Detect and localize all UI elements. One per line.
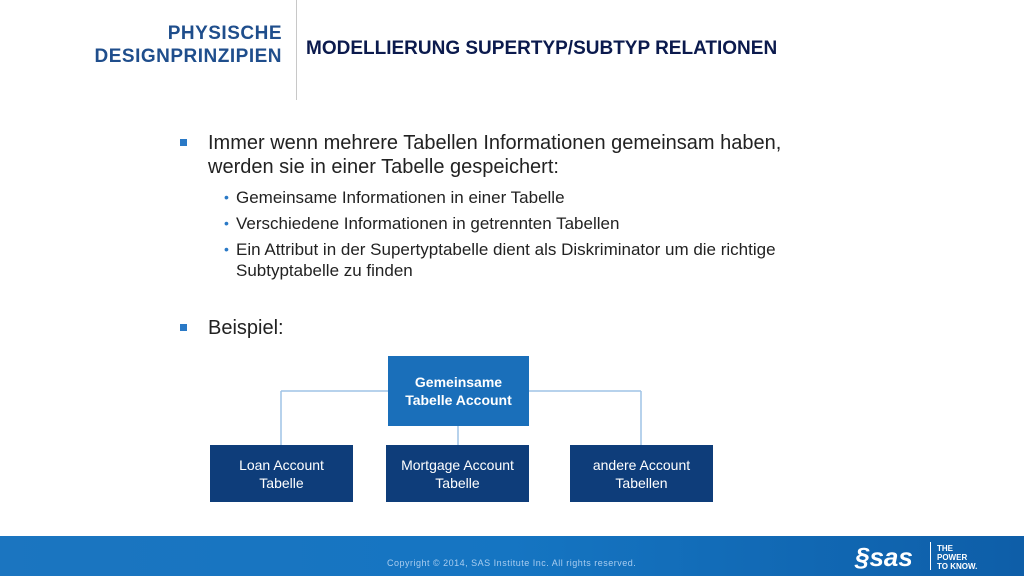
box-label: Tabelle Account: [405, 392, 512, 408]
footer-bar: [0, 536, 1024, 576]
section-title-line1: PHYSISCHE: [167, 23, 282, 44]
box-label: Tabelle: [435, 474, 480, 491]
header-divider: [296, 0, 297, 100]
box-label: andere Account: [592, 456, 691, 473]
box-label: Tabelle: [259, 474, 304, 491]
box-label: Tabellen: [615, 474, 668, 491]
dot-bullet-icon: •: [224, 241, 229, 257]
tagline: [937, 544, 977, 571]
subtype-table-box-other: [570, 445, 713, 502]
supertype-table-box: [388, 356, 529, 426]
bullet-item: [180, 316, 820, 340]
subtype-table-box-mortgage: [386, 445, 529, 502]
tagline-line: POWER: [937, 553, 968, 562]
copyright-text: Copyright © 2014, SAS Institute Inc. All rights reserved.: [387, 558, 637, 568]
bullet-text: Beispiel:: [208, 317, 284, 339]
sub-bullet-item: [208, 213, 820, 234]
section-title-line2: DESIGNPRINZIPIEN: [94, 46, 282, 67]
sub-bullet-item: [208, 187, 820, 208]
bullet-text: Immer wenn mehrere Tabellen Informationen gemeinsam haben, werden sie in einer Tabelle gespeichert:: [208, 132, 782, 178]
dot-bullet-icon: •: [224, 215, 229, 231]
section-title: [95, 22, 282, 68]
box-label: Loan Account: [239, 456, 324, 473]
bullet-item: [180, 131, 820, 179]
sub-bullet-item: [208, 239, 820, 281]
tagline-line: TO KNOW.: [937, 562, 978, 571]
sas-logo: §sas: [855, 542, 913, 572]
logo-divider: [930, 542, 931, 570]
dot-bullet-icon: •: [224, 189, 229, 205]
square-bullet-icon: [180, 139, 187, 146]
sub-bullet-text: Ein Attribut in der Supertyptabelle dient als Diskriminator um die richtige Subtyptabelle zu finden: [236, 240, 776, 280]
sub-bullet-text: Gemeinsame Informationen in einer Tabelle: [236, 188, 565, 207]
box-label: Mortgage Account: [401, 456, 514, 473]
slide-title: MODELLIERUNG SUPERTYP/SUBTYP RELATIONEN: [306, 38, 778, 59]
sub-bullet-text: Verschiedene Informationen in getrennten Tabellen: [236, 214, 620, 233]
tagline-line: THE: [937, 544, 953, 553]
box-label: Gemeinsame: [414, 374, 503, 390]
subtype-table-box-loan: [210, 445, 353, 502]
bullet-list: [180, 131, 820, 340]
square-bullet-icon: [180, 324, 187, 331]
sub-bullet-list: [208, 187, 820, 281]
